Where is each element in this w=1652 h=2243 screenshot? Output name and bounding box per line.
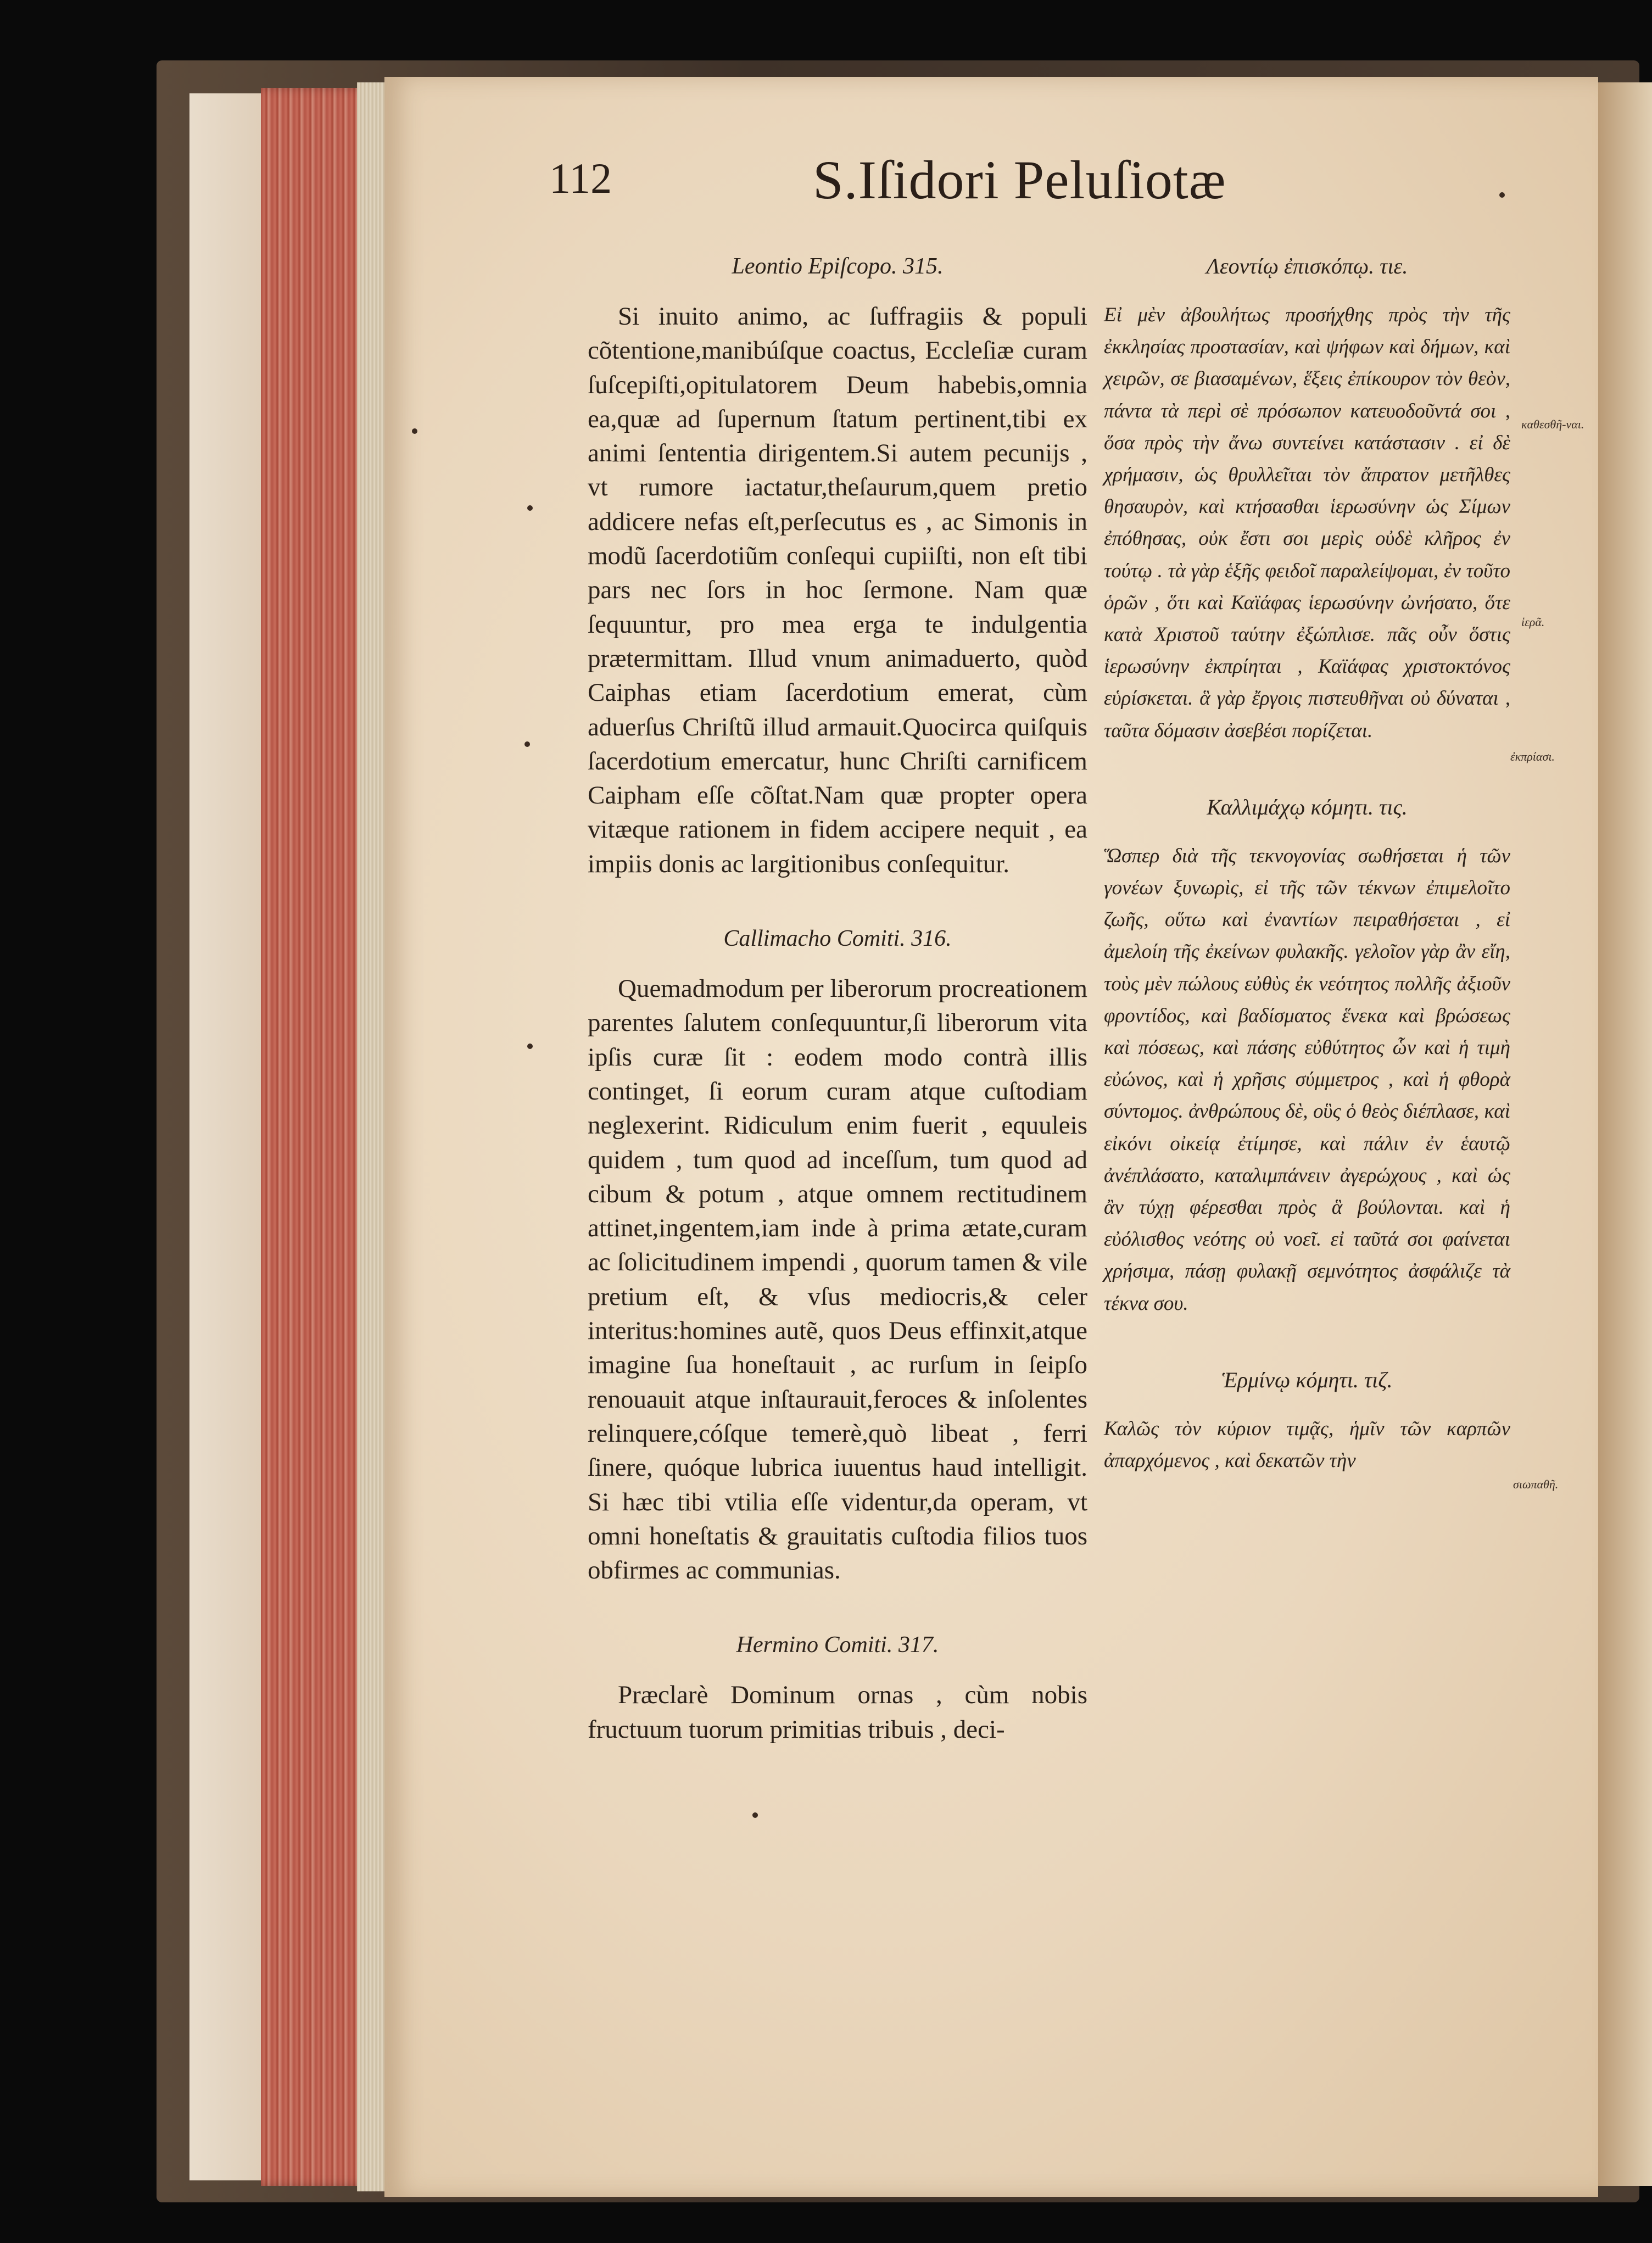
marginal-note: σιωπαθῆ. [1513,1477,1559,1491]
letter-body: Si inuito animo, ac ſuffragiis & populi cõtentione,manibúſque coactus, Eccleſiæ curam ſuſcepiſti,opitulatorem Deum habebis,omnia ea,quæ ad ſupernum ſtatum pertinent,tibi ex animi ſententia dirigentem.Si autem pecunijs , vt rumore iactatur,theſaurum,quem pretio addicere nefas eſt,perſecutus es , ac Simonis in modũ ſacerdotiũm conſequi cupiiſti, non eſt tibi pars nec ſors in hoc ſermone. Nam quæ ſequuntur, pro mea erga te indulgentia prætermittam. Illud vnum animaduerto, quòd Caiphas etiam ſacerdotium emerat, cùm aduerſus Chriſtũ illud armauit.Quocirca quiſquis ſacerdotium emercatur, hunc Chriſti carnificem Caipham eſſe cõſtat.Nam quæ propter opera vitæque rationem in fidem accipere nequit , ea impiis donis ac largitionibus conſequitur. [588,302,1087,878]
letter-317-greek [1104,1364,1510,1477]
greek-column [1104,250,1510,1521]
letter-316-greek [1104,791,1510,1320]
ink-fleck [1499,192,1505,198]
page-number: 112 [549,154,612,202]
marginal-note: ἱερᾶ. [1521,615,1545,629]
letter-heading: Leontio Epiſcopo. 315. [732,254,944,279]
letter-body: Præclarè Dominum ornas , cùm nobis fructuum tuorum primitias tribuis , deci- [588,1681,1087,1744]
letter-heading: Λεοντίῳ ἐπισκόπῳ. τιε. [1206,254,1408,278]
letter-body: Εἰ μὲν ἀβουλήτως προσήχθης πρὸς τὴν τῆς ἐκκλησίας προστασίαν, καὶ ψήφων καὶ δήμων, καὶ χειρῶν, σε βιασαμένων, ἕξεις ἐπίκουρον τὸν θεὸν, πάντα τὰ περὶ σὲ πρόσωπον κατευοδοῦντά σοι , ὅσα πρὸς τὴν ἄνω συντείνει κατάστασιν . εἰ δὲ χρήμασιν, ὡς θρυλλεῖται τὸν ἄπρατον μετῆλθες θησαυρὸν, καὶ κτήσασθαι ἱερωσύνην ὡς Σίμων ἐπόθησας, οὐκ ἔστι σοι μερὶς οὐδὲ κλῆρος ἐν τούτῳ . τὰ γὰρ ἑξῆς φειδοῖ παραλείψομαι, ἐν τοῦτο ὁρῶν , ὅτι καὶ Καϊάφας ἱερωσύνην ὠνήσατο, ὅτε κατὰ Χριστοῦ ταύτην ἐξώπλισε. πᾶς οὖν ὅστις ἱερωσύνην ἐκπρίηται , Καϊάφας χριστοκτόνος εὑρίσκεται. ἃ γὰρ ἔργοις πιστευθῆναι οὐ δύναται , ταῦτα δόμασιν ἀσεβέσι πορίζεται. [1104,304,1510,742]
letter-heading: Callimacho Comiti. 316. [723,926,952,952]
marginal-note: καθεσθῆ-ναι. [1521,417,1584,431]
ink-fleck [752,1812,758,1818]
ink-fleck [524,741,530,747]
running-title: S.Iſidori Peluſiotæ [813,149,1226,210]
letter-heading: Ἑρμίνῳ κόμητι. τιζ. [1221,1367,1393,1392]
letter-body: Καλῶς τὸν κύριον τιμᾷς, ἡμῖν τῶν καρπῶν ἀπαρχόμενος , καὶ δεκατῶν τὴν [1104,1417,1510,1472]
letter-315-greek [1104,250,1510,747]
letter-heading: Hermino Comiti. 317. [736,1632,939,1658]
ink-fleck [412,428,417,434]
marginal-note: ἐκπρίασι. [1510,750,1555,763]
page-header [549,148,1318,231]
letter-317-latin [588,1628,1087,1747]
letter-316-latin [588,922,1087,1587]
ink-fleck [527,1044,533,1049]
letter-body: Ὥσπερ διὰ τῆς τεκνογονίας σωθήσεται ἡ τῶν γονέων ξυνωρὶς, εἰ τῆς τῶν τέκνων ἐπιμελοῖτο ζωῆς, οὕτω καὶ ἐναντίων πειραθήσεται , εἰ ἀμελοίη τῆς ἐκείνων φυλακῆς. γελοῖον γὰρ ἂν εἴη, τοὺς μὲν πώλους εὐθὺς ἐκ νεότητος πολλῆς ἀξιοῦν φροντίδος, καὶ βαδίσματος ἕνεκα καὶ βρώσεως καὶ πόσεως, καὶ πάσης εὐθύτητος ὧν καὶ ἡ τιμὴ εὐώνος, καὶ ἡ χρῆσις σύμμετρος , καὶ ἡ φθορὰ σύντομος. ἀνθρώπους δὲ, οὓς ὁ θεὸς διέπλασε, καὶ εἰκόνι οἰκείᾳ ἐτίμησε, καὶ πάλιν ἐν ἑαυτῷ ἀνέπλάσατο, καταλιμπάνειν ἀγερώχους , καὶ ὡς ἂν τύχῃ φέρεσθαι πρὸς ἃ βούλονται. καὶ ἡ εὐόλισθος νεότης οὐ νοεῖ. εἰ ταῦτά σοι φαίνεται χρήσιμα, πάσῃ φυλακῇ σεμνότητος ἀσφάλιζε τὰ τέκνα σου. [1104,844,1510,1315]
letter-heading: Καλλιμάχῳ κόμητι. τις. [1207,794,1408,819]
ink-fleck [527,505,533,511]
letter-315-latin [588,250,1087,881]
letter-body: Quemadmodum per liberorum procreationem parentes ſalutem conſequuntur,ſi liberorum vita ipſis curæ ſit : eodem modo contrà illis continget, ſi eorum curam atque cuſtodiam neglexerint. Ridiculum enim fuerit , equuleis quidem , tum quod ad inceſſum, tum quod ad cibum & potum , atque omnem rectitudinem attinet,ingentem,iam inde à prima ætate,curam ac ſolicitudinem impendi , quorum tamen & vile pretium eſt, & vſus mediocris,& celer interitus:homines autẽ, quos Deus effinxit,atque imagine ſua honeſtauit , ac rurſum in ſeipſo renouauit atque inſtaurauit,feroces & inſolentes relinquere,cóſque temerè,quò libeat , ferri ſinere, quóque lubrica iuuentus haud intelligit. Si hæc tibi vtilia eſſe videntur,da operam, vt omni honeſtatis & grauitatis cuſtodia filios tuos obfirmes ac communias. [588,974,1087,1585]
facing-page-edge [1598,82,1652,2186]
latin-column [588,250,1087,1788]
